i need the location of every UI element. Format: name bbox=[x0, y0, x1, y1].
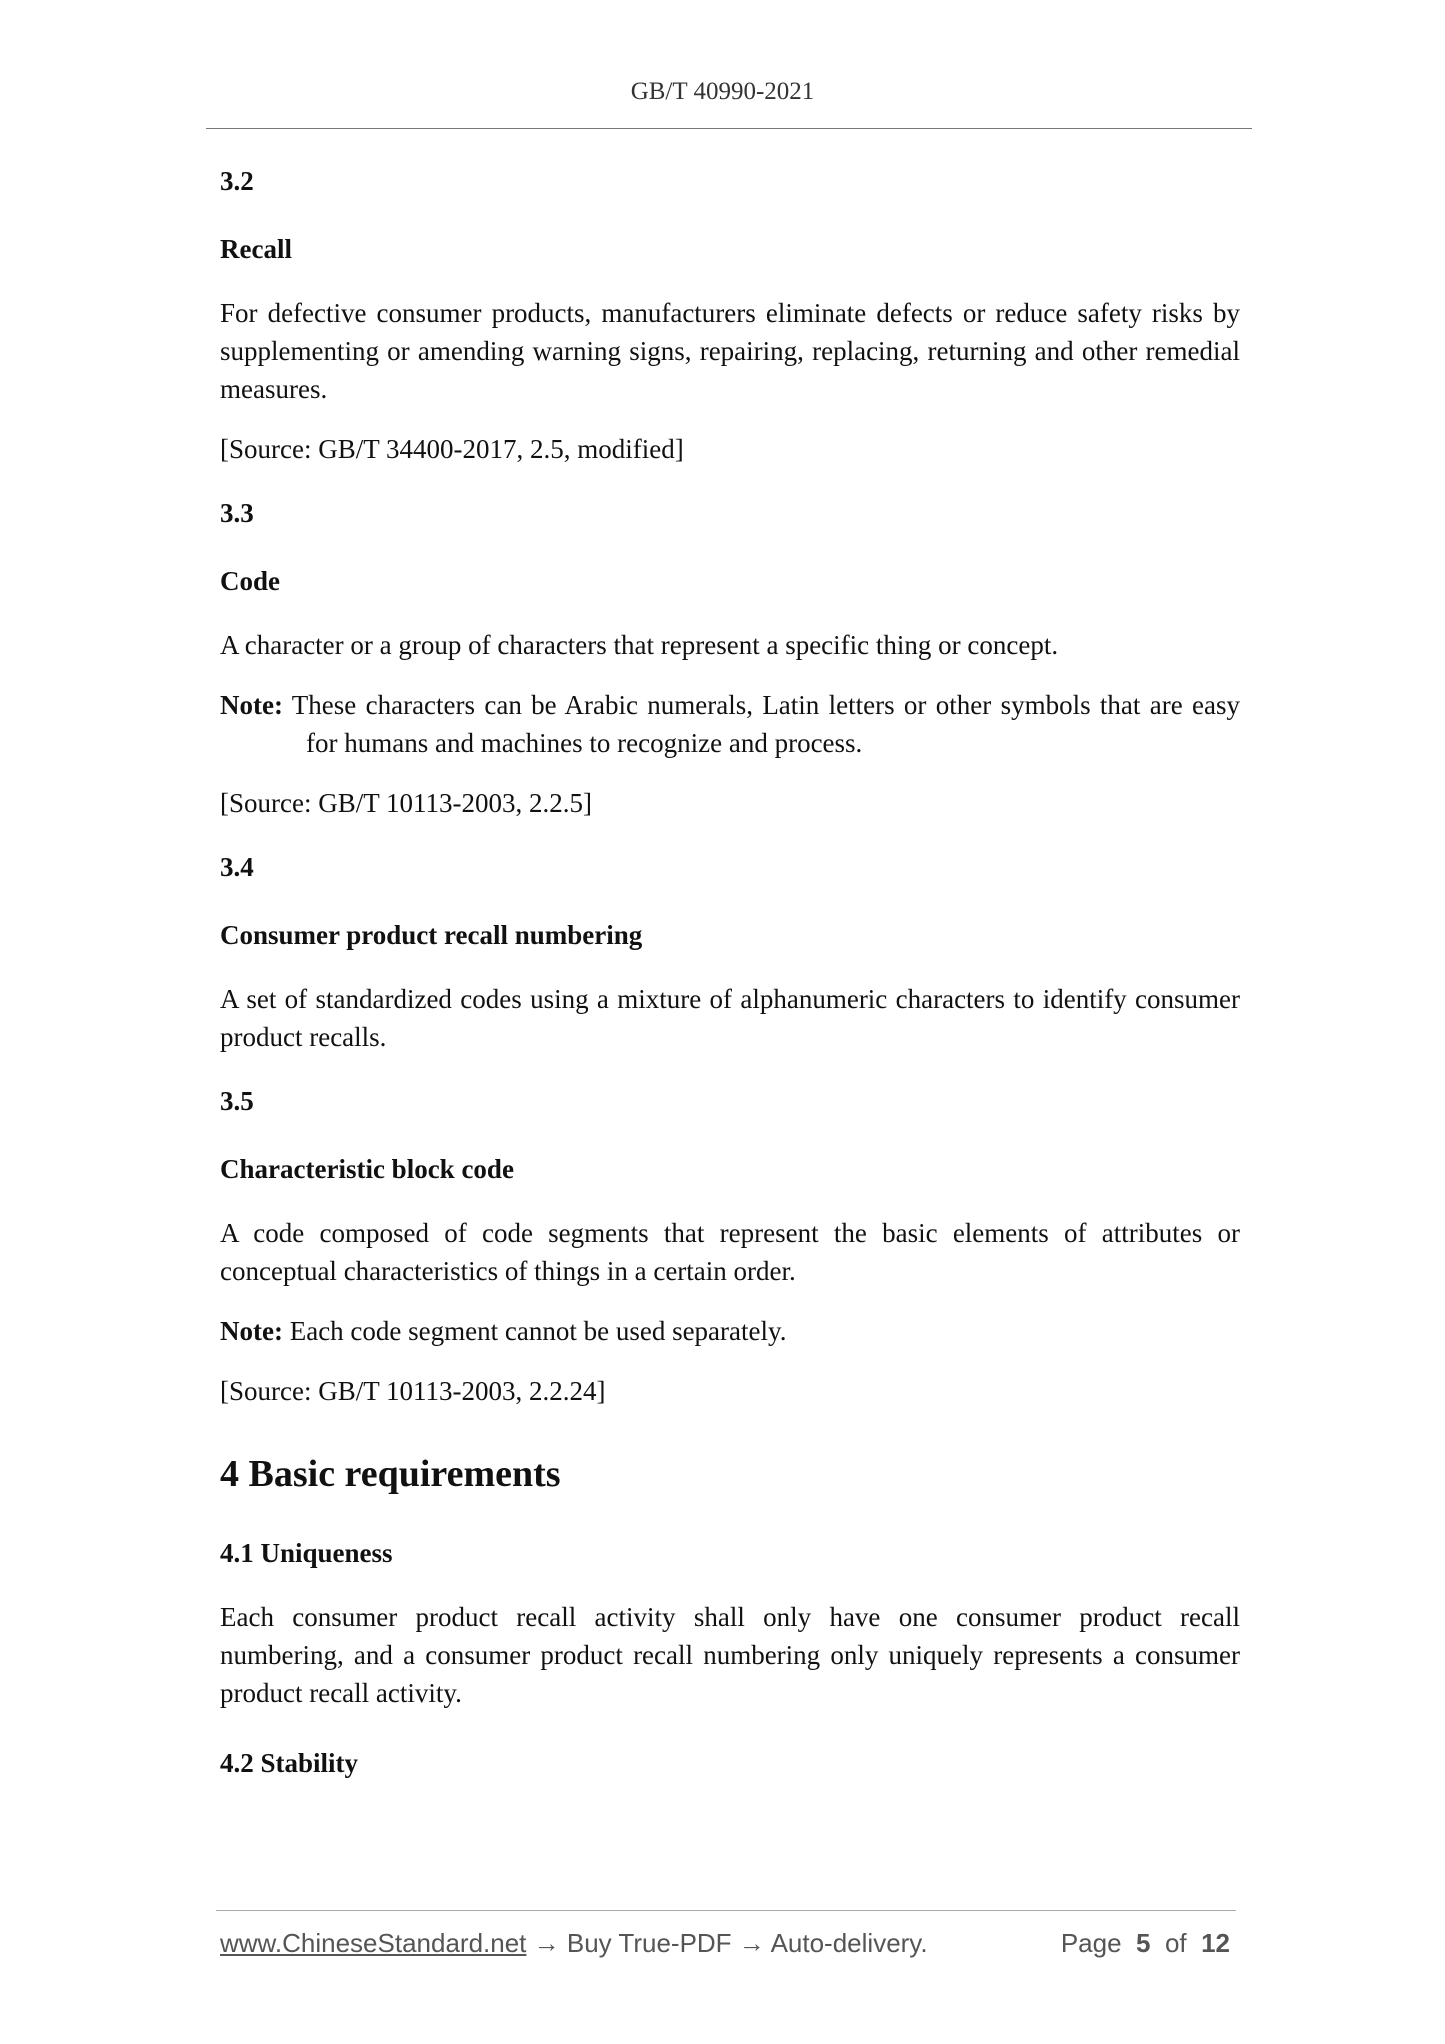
term-title: Code bbox=[220, 566, 280, 596]
source-reference: [Source: GB/T 10113-2003, 2.2.24] bbox=[220, 1376, 606, 1406]
note-label: Note: bbox=[220, 1316, 283, 1346]
term-note bbox=[220, 1312, 1240, 1350]
term-definition: A set of standardized codes using a mixture of alphanumeric characters to identify consumer product recalls. bbox=[220, 984, 1240, 1052]
document-body bbox=[220, 158, 1240, 1786]
footer-divider bbox=[216, 1910, 1236, 1911]
footer-promo bbox=[220, 1928, 928, 1959]
source-reference: [Source: GB/T 10113-2003, 2.2.5] bbox=[220, 788, 592, 818]
footer-tagline: → Buy True-PDF → Auto-delivery. bbox=[526, 1928, 928, 1958]
term-title: Consumer product recall numbering bbox=[220, 920, 643, 950]
term-title: Characteristic block code bbox=[220, 1154, 514, 1184]
clause-number: 3.4 bbox=[220, 852, 254, 882]
source-reference: [Source: GB/T 34400-2017, 2.5, modified] bbox=[220, 434, 684, 464]
website-link[interactable]: www.ChineseStandard.net bbox=[220, 1928, 527, 1958]
chapter-heading: 4 Basic requirements bbox=[220, 1453, 561, 1495]
current-page-number: 5 bbox=[1136, 1928, 1151, 1958]
note-text: Each code segment cannot be used separately. bbox=[282, 1316, 787, 1346]
section-3-3 bbox=[220, 490, 1240, 822]
of-word: of bbox=[1164, 1928, 1187, 1958]
clause-number: 3.3 bbox=[220, 498, 254, 528]
term-definition: For defective consumer products, manufacturers eliminate defects or reduce safety risks by supplementing or amending warning signs, repairing, replacing, returning and other remedial measures. bbox=[220, 298, 1240, 404]
header-divider bbox=[206, 128, 1252, 129]
section-3-2 bbox=[220, 158, 1240, 468]
page-header: GB/T 40990-2021 bbox=[630, 78, 815, 105]
clause-number: 3.5 bbox=[220, 1086, 254, 1116]
clause-number: 3.2 bbox=[220, 166, 254, 196]
total-page-number: 12 bbox=[1201, 1928, 1230, 1958]
term-note bbox=[220, 686, 1240, 762]
section-4 bbox=[220, 1446, 1240, 1786]
page-footer bbox=[220, 1928, 1230, 1964]
uniqueness-text: Each consumer product recall activity shall only have one consumer product recall numbering, and a consumer product recall numbering only uniquely represents a consumer product recall activity. bbox=[220, 1602, 1240, 1708]
note-text: These characters can be Arabic numerals, Latin letters or other symbols that are easy for humans and machines to recognize and process. bbox=[282, 690, 1240, 758]
subsection-heading-uniqueness: 4.1 Uniqueness bbox=[220, 1538, 393, 1568]
page-word: Page bbox=[1060, 1928, 1122, 1958]
term-definition: A character or a group of characters that represent a specific thing or concept. bbox=[220, 630, 1059, 660]
section-3-4 bbox=[220, 844, 1240, 1056]
term-title: Recall bbox=[220, 234, 292, 264]
note-label: Note: bbox=[220, 690, 283, 720]
section-3-5 bbox=[220, 1078, 1240, 1410]
subsection-heading-stability: 4.2 Stability bbox=[220, 1748, 359, 1778]
term-definition: A code composed of code segments that represent the basic elements of attributes or conceptual characteristics of things in a certain order. bbox=[220, 1218, 1240, 1286]
page-indicator bbox=[1061, 1928, 1230, 1959]
